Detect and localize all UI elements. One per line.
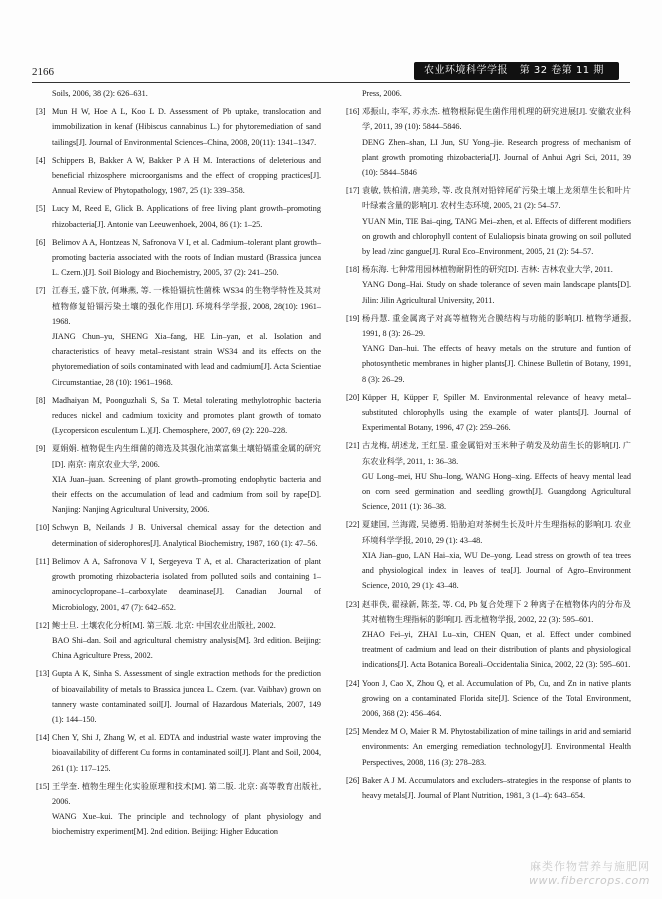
reference-english-translation: BAO Shi–dan. Soil and agricultural chemistry analysis[M]. 3rd edition. Beijing: China Agriculture Press, 2002.: [52, 635, 321, 661]
reference-entry: [348, 311, 631, 387]
reference-english-translation: XIA Juan–juan. Screening of plant growth–promoting endophytic bacteria and their effects on the accumulation of lead and cadmium from soil by rape[D]. Nanjing: Nanjing Agricultural University, 2006.: [52, 474, 321, 515]
reference-number: [17]: [346, 186, 360, 196]
reference-entry: [348, 517, 631, 593]
header-rule: [32, 82, 630, 83]
reference-text: 江春玉, 盛下放, 何琳燕, 等. 一株铅镉抗性菌株 WS34 的生物学特性及其对植物修复铅镉污染土壤的强化作用[J]. 环境科学学报, 2008, 28(10): 1961–1968.: [52, 286, 321, 326]
reference-entry: [38, 730, 321, 776]
reference-text: Madhaiyan M, Poonguzhali S, Sa T. Metal tolerating methylotrophic bacteria reduces nickel and cadmium toxicity and promotes plant growth of tomato (Lycopersicon esculentum L.)[J]. Chemosphere, 2007, 69 (2): 220–228.: [52, 395, 321, 436]
reference-text: 夏娟娟. 植物促生内生细菌的筛选及其强化油菜富集土壤铅镉重金属的研究[D]. 南京: 南京农业大学, 2006.: [52, 444, 321, 469]
reference-text: Schwyn B, Neilands J B. Universal chemical assay for the detection and determination of siderophores[J]. Analytical Biochemistry, 1987, 160 (1): 47–56.: [52, 523, 321, 548]
reference-number: [3]: [36, 107, 46, 117]
reference-text: 杨丹慧. 重金属离子对高等植物光合膜结构与功能的影响[J]. 植物学通报, 1991, 8 (3): 26–29.: [362, 313, 631, 339]
reference-number: [12]: [36, 620, 50, 630]
reference-entry: [38, 283, 321, 389]
reference-number: [16]: [346, 107, 360, 117]
reference-entry: [38, 201, 321, 231]
reference-entry: [38, 441, 321, 517]
reference-text: Baker A J M. Accumulators and excluders–strategies in the response of plants to heavy metals[J]. Journal of Plant Nutrition, 1981, 3 (1–4): 643–654.: [362, 775, 631, 800]
page-header: [0, 0, 662, 88]
reference-text: 邓振山, 李军, 苏永杰. 植物根际促生菌作用机理的研究进展[J]. 安徽农业科学, 2011, 39 (10): 5844–5846.: [362, 107, 631, 132]
reference-text: 杨东海. 七种常用园林植物耐阴性的研究[D]. 吉林: 吉林农业大学, 2011.: [362, 265, 613, 275]
reference-number: [22]: [346, 520, 360, 530]
reference-number: [8]: [36, 395, 46, 405]
reference-english-translation: JIANG Chun–yu, SHENG Xia–fang, HE Lin–yan, et al. Isolation and characteristics of heavy metal–resistant strain WS34 and its effects on the phytoremediation of soils contaminated with lead and cadmium[J]. Acta Scientiae Circumstantiae, 28 (10): 1961–1968.: [52, 332, 321, 387]
reference-english-translation: DENG Zhen–shan, LI Jun, SU Yong–jie. Research progress of mechanism of plant growth promoting rhizobacteria[J]. Journal of Anhui Agri Sci, 2011, 39 (10): 5844–5846: [362, 137, 631, 178]
reference-number: [20]: [346, 392, 360, 402]
reference-text: 赵菲佚, 翟禄新, 陈荃, 等. Cd, Pb 复合处理下 2 种离子在植物体内的分布及其对植物生理指标的影响[J]. 西北植物学报, 2002, 22 (3): 595–601.: [362, 599, 631, 624]
reference-text: 鲍士旦. 土壤农化分析[M]. 第三版. 北京: 中国农业出版社, 2002.: [52, 620, 276, 630]
reference-text: Lucy M, Reed E, Glick B. Applications of free living plant growth–promoting rhizobacteria[J]. Antonie van Leeuwenhoek, 2004, 86 (1): 1–25.: [52, 204, 321, 229]
reference-entry: [348, 676, 631, 722]
reference-number: [6]: [36, 237, 46, 247]
reference-english-translation: GU Long–mei, HU Shu–long, WANG Hong–xing. Effects of heavy mental lead on corn seed germination and seedling growth[J]. Guangdong Agricultural Science, 2011 (1): 36–38.: [362, 471, 631, 512]
reference-text: Belimov A A, Safronova V I, Sergeyeva T A, et al. Characterization of plant growth promoting rhizobacteria isolated from polluted soils and containing 1–aminocyclopropane–1–carboxylate deaminase[J]. Canadian Journal of Microbiology, 2001, 47 (7): 642–652.: [52, 556, 321, 612]
reference-entry: [38, 235, 321, 281]
reference-english-translation: WANG Xue–kui. The principle and technology of plant physiology and biochemistry experiment[M]. 2nd edition. Beijing: Higher Education: [52, 812, 321, 837]
reference-text: Mendez M O, Maier R M. Phytostabilization of mine tailings in arid and semiarid environments: An emerging remediation technology[J]. Environmental Health Perspectives, 2008, 116 (3): 278–283.: [362, 727, 631, 767]
journal-title: 农业环境科学学报: [424, 65, 508, 76]
reference-english-translation: ZHAO Fei–yi, ZHAI Lu–xin, CHEN Quan, et al. Effect under combined treatment of cadmium and lead on their distribution of plants and physiological indications[J]. Acta Botanica Boreali–Occidentalia Sinica, 2002, 22 (3): 595–601.: [362, 629, 631, 670]
reference-text: Belimov A A, Hontzeas N, Safronova V I, et al. Cadmium–tolerant plant growth–promoting bacteria associated with the roots of Indian mustard (Brassica juncea L. Czern.)[J]. Soil Biology and Biochemistry, 2005, 37 (2): 241–250.: [52, 237, 321, 278]
reference-entry: [348, 597, 631, 673]
reference-entry: [38, 393, 321, 439]
reference-number: [10]: [36, 523, 50, 533]
reference-number: [23]: [346, 599, 360, 609]
reference-entry: [38, 666, 321, 727]
reference-number: [21]: [346, 441, 360, 451]
watermark: [529, 858, 650, 887]
reference-entry: [38, 554, 321, 615]
reference-entry: [38, 520, 321, 550]
reference-number: [11]: [36, 556, 50, 566]
reference-entry: [38, 104, 321, 150]
reference-number: [19]: [346, 313, 360, 323]
reference-number: [15]: [36, 781, 50, 791]
watermark-site-name: 麻类作物营养与施肥网: [530, 860, 650, 873]
reference-number: [4]: [36, 155, 46, 165]
reference-entry: [348, 262, 631, 308]
reference-number: [24]: [346, 678, 360, 688]
reference-number: [25]: [346, 727, 360, 737]
reference-entry: [348, 104, 631, 180]
reference-entry: [38, 86, 321, 101]
reference-entry: [38, 153, 321, 199]
reference-entry: [348, 724, 631, 770]
reference-english-translation: XIA Jian–guo, LAN Hai–xia, WU De–yong. Lead stress on growth of tea trees and physiological index in leaves of tea[J]. Journal of Agro–Environment Science, 2010, 29 (1): 43–48.: [362, 550, 631, 591]
reference-number: [18]: [346, 265, 360, 275]
reference-text: 袁敏, 铁柏清, 唐美珍, 等. 改良剂对铅锌尾矿污染土壤上龙须草生长和叶片叶绿素含量的影响[J]. 农村生态环境, 2005, 21 (2): 54–57.: [362, 186, 631, 211]
reference-entry: [348, 773, 631, 803]
reference-text: Yoon J, Cao X, Zhou Q, et al. Accumulation of Pb, Cu, and Zn in native plants growing on a contaminated Florida site[J]. Science of the Total Environment, 2006, 368 (2): 456–464.: [362, 678, 631, 718]
reference-text: Küpper H, Küpper F, Spiller M. Environmental relevance of heavy metal–substituted chlorophylls using the example of water plants[J]. Journal of Experimental Botany, 1996, 47 (2): 259–266.: [362, 392, 631, 433]
reference-entry: [348, 390, 631, 436]
reference-number: [7]: [36, 286, 46, 296]
reference-english-translation: YANG Dan–hui. The effects of heavy metals on the struture and funtion of photosynthetic membranes in higher plants[J]. Chinese Bulletin of Botany, 1991, 8 (3): 26–29.: [362, 344, 631, 384]
journal-banner: [414, 62, 619, 80]
reference-number: [9]: [36, 444, 46, 454]
reference-text: Soils, 2006, 38 (2): 626–631.: [52, 89, 148, 98]
reference-number: [13]: [36, 669, 50, 679]
reference-english-translation: YUAN Min, TIE Bai–qing, TANG Mei–zhen, et al. Effects of different modifiers on growth and chlorophyll content of Eulaliopsis binata growing on soil polluted by lead /zinc gangue[J]. Rural Eco–Environment, 2005, 21 (2): 54–57.: [362, 216, 631, 257]
reference-english-translation: YANG Dong–Hai. Study on shade tolerance of seven main landscape plants[D]. Jilin: Jilin Agricultural University, 2011.: [362, 280, 631, 305]
reference-text: Schippers B, Bakker A W, Bakker P A H M. Interactions of deleterious and beneficial rhizosphere microorganisms and the effect of cropping practices[J]. Annual Review of Phytopathology, 1987, 25 (1): 339–358.: [52, 155, 321, 196]
reference-text: Chen Y, Shi J, Zhang W, et al. EDTA and industrial waste water improving the bioavailability of different Cu forms in contaminated soil[J]. Plant and Soil, 2004, 261 (1): 117–125.: [52, 733, 321, 773]
reference-text: Mun H W, Hoe A L, Koo L D. Assessment of Pb uptake, translocation and immobilization in kenaf (Hibiscus cannabinus L.) for phytoremediation of sand tailings[J]. Journal of Environmental Sciences–China, 2008, 20(11): 1341–1347.: [52, 107, 321, 147]
reference-text: 古龙梅, 胡述龙, 王红星. 重金属铅对玉米种子萌发及幼苗生长的影响[J]. 广东农业科学, 2011, 1: 36–38.: [362, 441, 631, 466]
reference-text: 王学奎. 植物生理生化实验原理和技术[M]. 第二版. 北京: 高等教育出版社, 2006.: [52, 781, 321, 806]
reference-number: [5]: [36, 204, 46, 214]
reference-entry: [348, 86, 631, 101]
reference-entry: [348, 183, 631, 259]
reference-entry: [38, 779, 321, 840]
reference-text: Press, 2006.: [362, 89, 402, 98]
page-number: 2166: [32, 66, 54, 78]
references-left-column: [38, 86, 321, 856]
reference-entry: [348, 438, 631, 514]
reference-entry: [38, 618, 321, 664]
reference-text: Gupta A K, Sinha S. Assessment of single extraction methods for the prediction of bioavailability of metals to Brassica juncea L. Czern. (var. Vaibhav) grown on tannery waste contaminated soil[J]. Journal of Hazardous Materials, 2007, 149 (1): 144–150.: [52, 669, 321, 724]
reference-text: 夏建国, 兰海霞, 吴德勇. 铅胁迫对茶树生长及叶片生理指标的影响[J]. 农业环境科学学报, 2010, 29 (1): 43–48.: [362, 520, 631, 545]
references-right-column: [348, 86, 631, 856]
reference-number: [14]: [36, 733, 50, 743]
watermark-url: www.fibercrops.com: [529, 874, 650, 887]
volume-issue: 第 32 卷第 11 期: [519, 65, 604, 76]
reference-number: [26]: [346, 775, 360, 785]
